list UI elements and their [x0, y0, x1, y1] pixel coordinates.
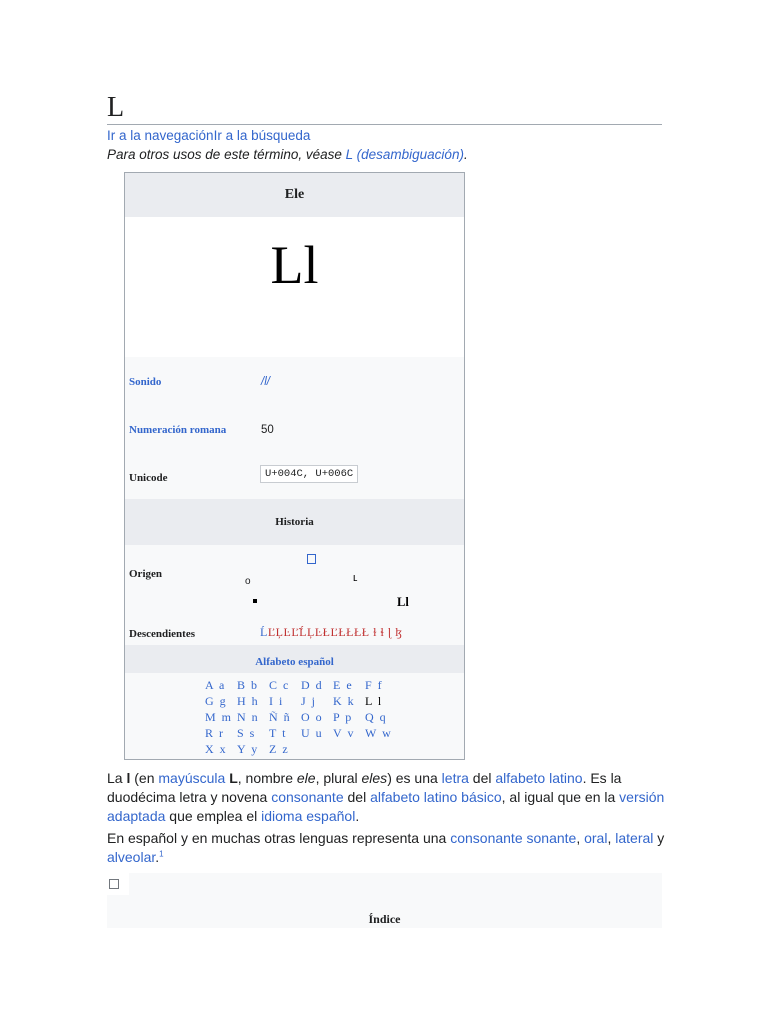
text: , al igual que en la [501, 789, 620, 805]
unicode-value: U+004C, U+006C [260, 465, 358, 483]
text: , plural [315, 770, 362, 786]
numeracion-romana-label[interactable]: Numeración romana [129, 424, 227, 436]
alfabeto-letter[interactable]: A a [205, 678, 226, 692]
alfabeto-letter[interactable]: K k [333, 694, 356, 708]
table-of-contents [107, 873, 662, 928]
reference-link[interactable]: 1 [159, 849, 164, 859]
infobox-header: Ele [125, 173, 464, 217]
intro-paragraph [107, 769, 667, 826]
alfabeto-letter[interactable]: P p [333, 710, 353, 724]
descendientes-label: Descendientes [129, 628, 195, 640]
nav-link-navegacion[interactable]: Ir a la navegación [107, 128, 214, 143]
alfabeto-letter[interactable]: H h [237, 694, 260, 708]
alfabeto-letter[interactable]: F f [365, 678, 384, 692]
alfabeto-letter[interactable]: Y y [237, 742, 259, 756]
sonido-value[interactable]: /l/ [261, 376, 270, 388]
descendientes-list [260, 623, 403, 641]
infobox-glyph: Ll [270, 235, 319, 295]
text: La [107, 770, 127, 786]
alfabeto-letter[interactable]: I i [269, 694, 284, 708]
link-idioma-espanol[interactable]: idioma español [261, 808, 356, 824]
origen-ll: Ll [397, 595, 409, 609]
text: que emplea el [165, 808, 262, 824]
hatnote-end: . [463, 147, 468, 162]
alfabeto-letter[interactable]: X x [205, 742, 228, 756]
text: . [355, 808, 360, 824]
hatnote-link-desambiguacion[interactable]: L (desambiguación) [345, 147, 464, 162]
text: , [607, 830, 616, 846]
alfabeto-letter[interactable]: S s [237, 726, 256, 740]
hatnote [107, 147, 468, 163]
link-version-adaptada[interactable]: versión adaptada [107, 789, 665, 824]
descendientes-rest[interactable]: ĽĻĿĽ̃ĹĻĿŁĽŁŁŁŁ ɫ ɬ ɭ ɮ [267, 625, 403, 639]
alfabeto-letter[interactable]: O o [301, 710, 324, 724]
alfabeto-letter[interactable]: B b [237, 678, 259, 692]
alfabeto-letter[interactable]: W w [365, 726, 393, 740]
jump-links [107, 128, 310, 144]
alfabeto-letter[interactable]: M m [205, 710, 233, 724]
link-alveolar[interactable]: alveolar [107, 849, 156, 865]
alfabeto-letter[interactable]: G g [205, 694, 228, 708]
origen-bullet [253, 599, 257, 603]
page-title: L [107, 92, 125, 123]
toc-checkbox-icon[interactable] [109, 879, 119, 889]
infobox [124, 172, 465, 760]
alfabeto-letter[interactable]: Q q [365, 710, 388, 724]
alfabeto-letter[interactable]: Z z [269, 742, 290, 756]
bold-term: L [229, 770, 238, 786]
link-consonante[interactable]: consonante [271, 789, 344, 805]
link-consonante-sonante[interactable]: consonante sonante [450, 830, 577, 846]
italic-term: ele [296, 770, 316, 786]
hatnote-text: Para otros usos de este término, véase [107, 147, 346, 162]
alfabeto-header[interactable]: Alfabeto español [125, 645, 464, 673]
alfabeto-letter: L l [365, 694, 383, 708]
text: En español y en muchas otras lenguas representa una [107, 830, 451, 846]
text: , [576, 830, 585, 846]
historia-header: Historia [125, 499, 464, 545]
link-letra[interactable]: letra [441, 770, 469, 786]
alfabeto-letter[interactable]: D d [301, 678, 324, 692]
text: del [468, 770, 496, 786]
origen-image-placeholder[interactable] [307, 554, 316, 564]
alfabeto-letter[interactable]: Ñ ñ [269, 710, 292, 724]
link-alfabeto-latino-basico[interactable]: alfabeto latino básico [370, 789, 502, 805]
alfabeto-letter[interactable]: C c [269, 678, 290, 692]
text: . [155, 849, 160, 865]
link-alfabeto-latino[interactable]: alfabeto latino [495, 770, 583, 786]
link-mayuscula[interactable]: mayúscula [158, 770, 226, 786]
numeracion-romana-value: 50 [261, 424, 274, 436]
text: ) es una [387, 770, 442, 786]
unicode-label: Unicode [129, 472, 168, 484]
alfabeto-letter[interactable]: U u [301, 726, 324, 740]
text: . Es la duodécima letra y novena [107, 770, 622, 805]
link-lateral[interactable]: lateral [615, 830, 654, 846]
toc-title: Índice [368, 912, 401, 926]
origen-glyph: ʟ [353, 572, 358, 584]
alfabeto-letter[interactable]: J j [301, 694, 317, 708]
origen-circle-glyph: o [245, 576, 251, 587]
descendiente-link[interactable]: Ĺ [260, 625, 268, 639]
alfabeto-letter[interactable]: T t [269, 726, 287, 740]
alfabeto-letter[interactable]: E e [333, 678, 354, 692]
second-paragraph [107, 829, 667, 867]
toc-toggle[interactable] [107, 873, 129, 895]
text: y [653, 830, 665, 846]
alfabeto-letter[interactable]: R r [205, 726, 225, 740]
nav-link-busqueda[interactable]: Ir a la búsqueda [213, 128, 311, 143]
sonido-label[interactable]: Sonido [129, 376, 162, 388]
text: del [343, 789, 371, 805]
italic-term: eles [361, 770, 388, 786]
infobox-image-area [125, 217, 464, 357]
link-oral[interactable]: oral [584, 830, 608, 846]
origen-label: Origen [129, 568, 162, 580]
bold-term: l [126, 770, 131, 786]
alfabeto-letter[interactable]: V v [333, 726, 355, 740]
text: , nombre [237, 770, 297, 786]
text: (en [130, 770, 159, 786]
alfabeto-grid [205, 677, 397, 757]
alfabeto-letter[interactable]: N n [237, 710, 260, 724]
title-divider [107, 124, 662, 125]
